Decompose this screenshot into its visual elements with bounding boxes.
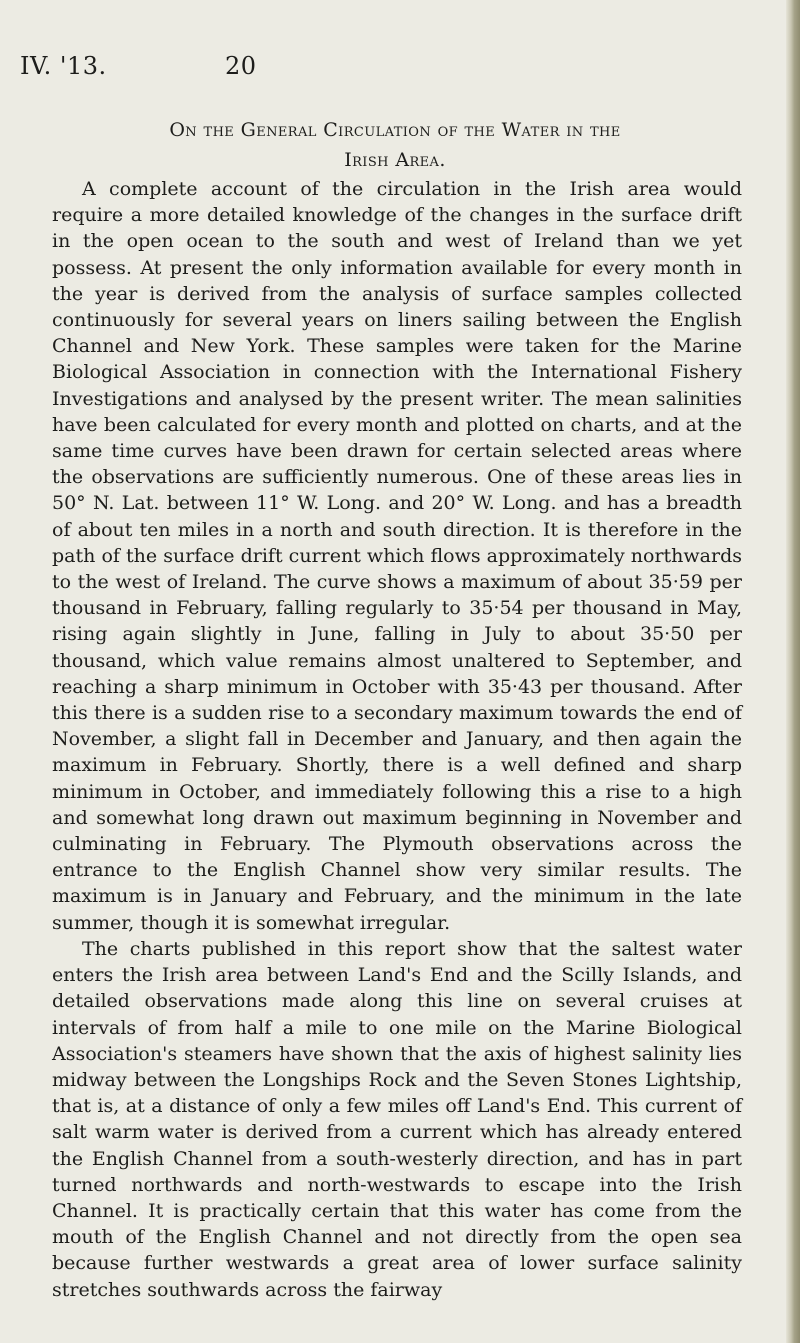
section-title [50, 115, 740, 175]
section-title-line-1: On the General Circulation of the Water in the [169, 119, 621, 141]
paragraph-1: A complete account of the circulation in the Irish area would require a more detailed knowledge of the changes in the surface drift in the open ocean to the south and west of Ireland than we yet possess. At present the only information available for every month in the year is derived from the analysis of surface samples collected continuously for several years on liners sailing between the English Channel and New York. These samples were taken for the Marine Biological Association in connection with the International Fishery Investigations and analysed by the present writer. The mean salinities have been calculated for every month and plotted on charts, and at the same time curves have been drawn for certain selected areas where the observations are sufficiently numerous. One of these areas lies in 50° N. Lat. between 11° W. Long. and 20° W. Long. and has a breadth of about ten miles in a north and south direction. It is therefore in the path of the surface drift current which flows approximately northwards to the west of Ireland. The curve shows a maximum of about 35·59 per thousand in February, falling regularly to 35·54 per thousand in May, rising again slightly in June, falling in July to about 35·50 per thousand, which value remains almost unaltered to September, and reaching a sharp minimum in October with 35·43 per thousand. After this there is a sudden rise to a secondary maximum towards the end of November, a slight fall in December and January, and then again the maximum in February. Shortly, there is a well defined and sharp minimum in October, and immediately following this a rise to a high and somewhat long drawn out maximum beginning in November and culminating in February. The Plymouth observations across the entrance to the English Channel show very similar results. The maximum is in January and February, and the minimum in the late summer, though it is somewhat irregular. [52, 178, 742, 934]
volume-reference: IV. '13. [20, 52, 107, 80]
page-number: 20 [225, 52, 257, 80]
paragraph-2: The charts published in this report show that the saltest water enters the Irish area between Land's End and the Scilly Islands, and detailed observations made along this line on several cruises at intervals of from half a mile to one mile on the Marine Biological Association's steamers have shown that the axis of highest salinity lies midway between the Longships Rock and the Seven Stones Lightship, that is, at a distance of only a few miles off Land's End. This current of salt warm water is derived from a current which has already entered the English Channel from a south-westerly direction, and has in part turned northwards and north-westwards to escape into the Irish Channel. It is practically certain that this water has come from the mouth of the English Channel and not directly from the open sea because further westwards a great area of lower surface salinity stretches southwards across the fairway [52, 937, 742, 1301]
running-header [20, 52, 720, 82]
body-text [52, 176, 742, 1303]
section-title-line-2: Irish Area. [344, 149, 446, 171]
page-edge [786, 0, 800, 1343]
